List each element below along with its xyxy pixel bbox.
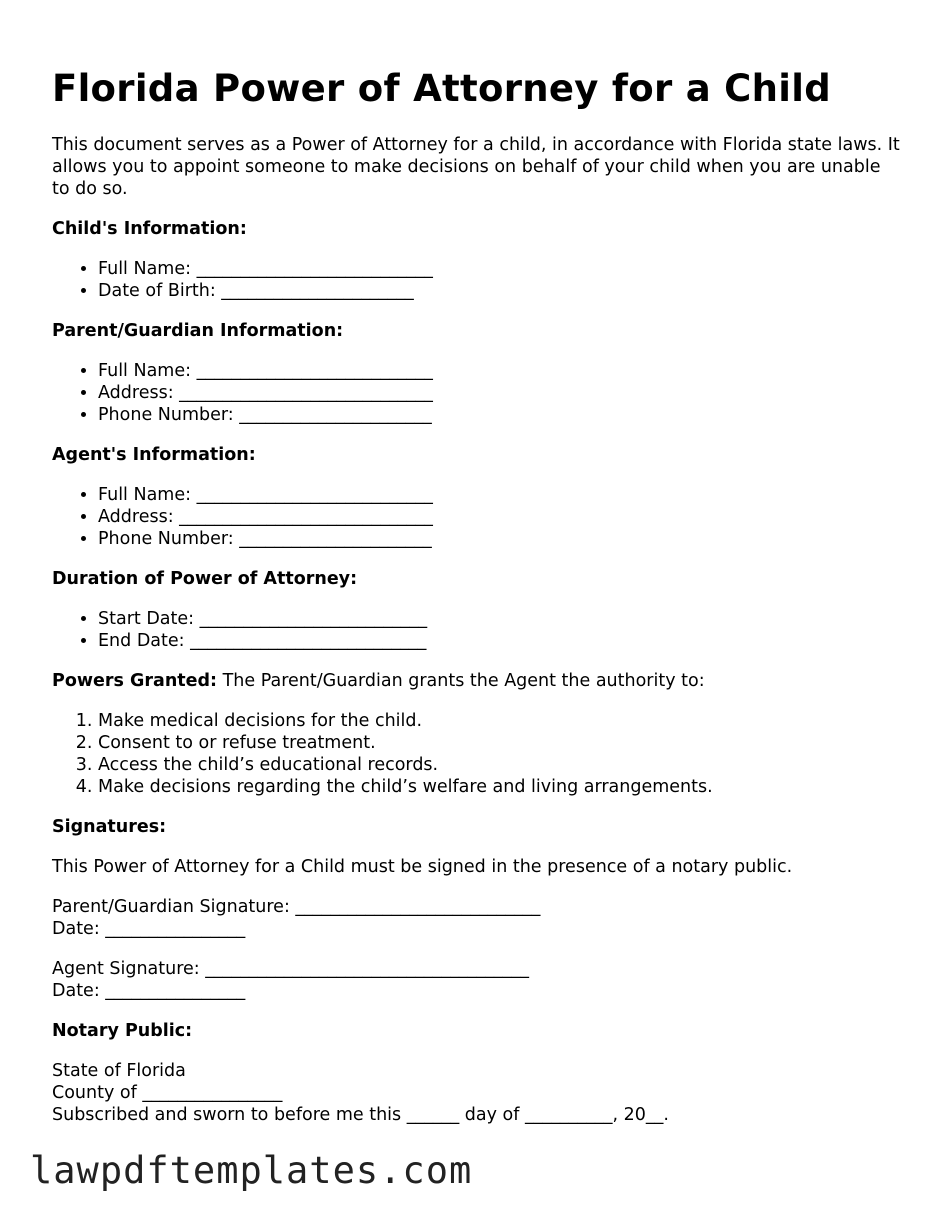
child-dob-field: • Date of Birth: ______________________ bbox=[98, 280, 902, 302]
agent-phone-field: • Phone Number: ______________________ bbox=[98, 528, 902, 550]
parent-phone-field: • Phone Number: ______________________ bbox=[98, 404, 902, 426]
child-full-name-field: • Full Name: ___________________________ bbox=[98, 258, 902, 280]
document-page bbox=[52, 66, 902, 1126]
agent-signature-line: Agent Signature: _____________________________________ bbox=[52, 959, 529, 979]
powers-list bbox=[52, 710, 902, 798]
power-item: 1. Make medical decisions for the child. bbox=[98, 710, 902, 732]
parent-info-list bbox=[52, 360, 902, 426]
parent-signature-line: Parent/Guardian Signature: ____________________________ bbox=[52, 897, 541, 917]
duration-heading: Duration of Power of Attorney: bbox=[52, 569, 358, 589]
agent-address-field: • Address: _____________________________ bbox=[98, 506, 902, 528]
footer-watermark: lawpdftemplates.com bbox=[30, 1149, 473, 1192]
notary-block bbox=[52, 1060, 902, 1126]
parent-full-name-field: • Full Name: ___________________________ bbox=[98, 360, 902, 382]
parent-address-field: • Address: _____________________________ bbox=[98, 382, 902, 404]
document-title: Florida Power of Attorney for a Child bbox=[52, 67, 832, 110]
agent-info-list bbox=[52, 484, 902, 550]
signatures-heading: Signatures: bbox=[52, 817, 167, 837]
agent-full-name-field: • Full Name: ___________________________ bbox=[98, 484, 902, 506]
notary-state: State of Florida bbox=[52, 1061, 186, 1081]
start-date-field: • Start Date: __________________________ bbox=[98, 608, 902, 630]
notary-county: County of ________________ bbox=[52, 1083, 283, 1103]
power-item: 2. Consent to or refuse treatment. bbox=[98, 732, 902, 754]
signatures-note: This Power of Attorney for a Child must be signed in the presence of a notary public. bbox=[52, 857, 793, 877]
parent-info-heading: Parent/Guardian Information: bbox=[52, 321, 344, 341]
powers-granted-paragraph bbox=[52, 670, 902, 692]
power-item: 3. Access the child’s educational records. bbox=[98, 754, 902, 776]
agent-signature-block bbox=[52, 958, 902, 1002]
notary-heading: Notary Public: bbox=[52, 1021, 193, 1041]
parent-signature-block bbox=[52, 896, 902, 940]
agent-date-line: Date: ________________ bbox=[52, 981, 246, 1001]
parent-date-line: Date: ________________ bbox=[52, 919, 246, 939]
intro-paragraph: This document serves as a Power of Attorney for a child, in accordance with Florida state laws. It allows you to appoint someone to make decisions on behalf of your child when you are unable to do so. bbox=[52, 135, 900, 199]
power-item: 4. Make decisions regarding the child’s welfare and living arrangements. bbox=[98, 776, 902, 798]
child-info-heading: Child's Information: bbox=[52, 219, 247, 239]
notary-sworn-line: Subscribed and sworn to before me this ______ day of __________, 20__. bbox=[52, 1105, 669, 1125]
agent-info-heading: Agent's Information: bbox=[52, 445, 256, 465]
powers-granted-text: The Parent/Guardian grants the Agent the authority to: bbox=[217, 671, 705, 691]
powers-granted-heading: Powers Granted: bbox=[52, 671, 218, 691]
end-date-field: • End Date: ___________________________ bbox=[98, 630, 902, 652]
duration-list bbox=[52, 608, 902, 652]
child-info-list bbox=[52, 258, 902, 302]
